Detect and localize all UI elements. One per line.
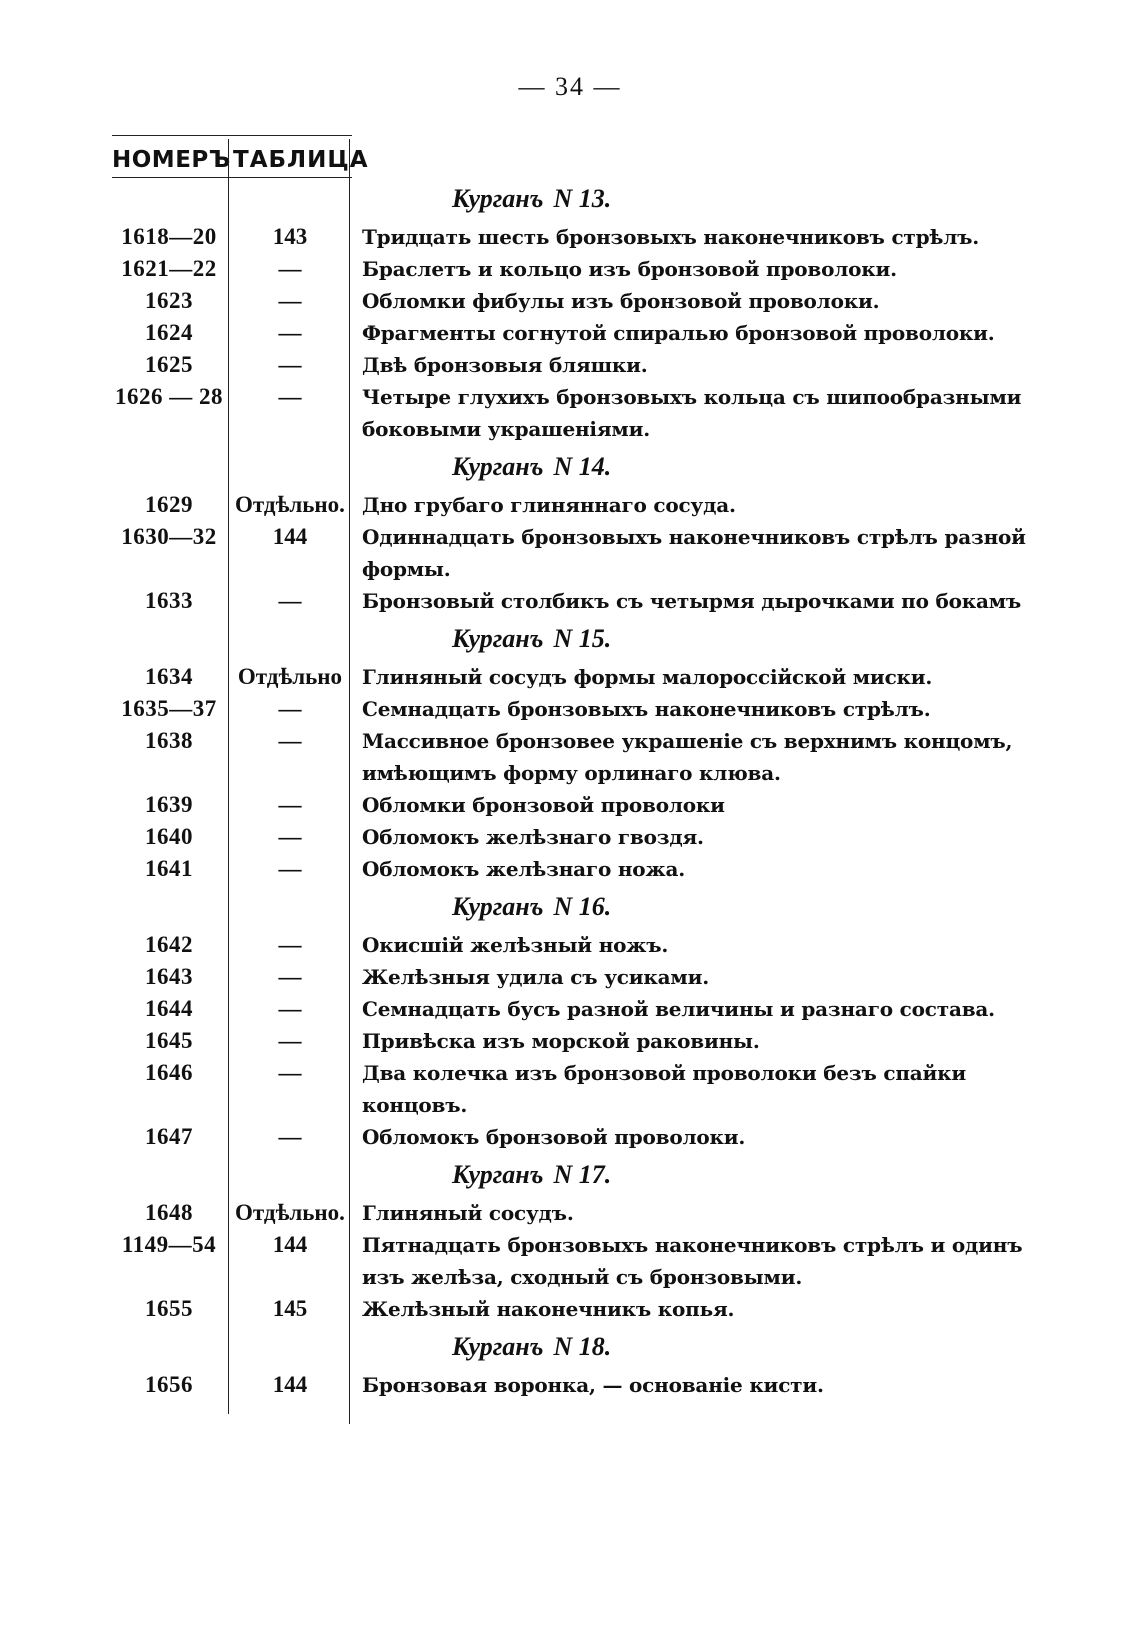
section-title: Курганъ	[452, 184, 544, 213]
item-number: 1644	[145, 996, 193, 1021]
item-description: Тридцать шесть бронзовыхъ наконечниковъ стрѣлъ.	[362, 225, 980, 249]
plate-reference: 144	[272, 524, 308, 549]
item-description: Желѣзныя удила съ усиками.	[362, 965, 709, 989]
plate-reference: —	[278, 1060, 302, 1085]
section-number: N 16.	[553, 892, 612, 921]
item-description: Обломокъ желѣзнаго ножа.	[362, 857, 685, 881]
table-row	[112, 489, 1042, 521]
plate-reference: —	[278, 996, 302, 1021]
item-description: Окисшій желѣзный ножъ.	[362, 933, 669, 957]
table-row	[112, 585, 1042, 617]
item-number: 1623	[145, 288, 193, 313]
plate-reference: 143	[272, 224, 308, 249]
table-row	[112, 1057, 1042, 1121]
section-title: Курганъ	[452, 624, 544, 653]
plate-reference: —	[278, 288, 302, 313]
section-title: Курганъ	[452, 892, 544, 921]
page-number: — 34 —	[518, 72, 622, 101]
item-number: 1638	[145, 728, 193, 753]
plate-reference: 144	[272, 1372, 308, 1397]
item-number: 1639	[145, 792, 193, 817]
item-description: Глиняный сосудъ формы малороссійской миски.	[362, 665, 933, 689]
item-number: 1149—54	[121, 1232, 217, 1257]
table-row	[112, 381, 1042, 445]
item-description: Желѣзный наконечникъ копья.	[362, 1297, 735, 1321]
table-row	[112, 1369, 1042, 1401]
table-body	[112, 177, 1042, 1401]
table-row	[112, 961, 1042, 993]
plate-reference: —	[278, 792, 302, 817]
plate-reference: —	[278, 856, 302, 881]
table-row	[112, 221, 1042, 253]
table-row	[112, 317, 1042, 349]
table-row	[112, 929, 1042, 961]
item-number: 1641	[145, 856, 193, 881]
item-number: 1629	[145, 492, 193, 517]
item-description: Массивное бронзовее украшеніе съ верхнимъ концомъ, имѣющимъ форму орлинаго клюва.	[362, 729, 1013, 785]
plate-reference: Отдѣльно.	[235, 1200, 345, 1225]
table-row	[112, 693, 1042, 725]
item-description: Обломки фибулы изъ бронзовой проволоки.	[362, 289, 880, 313]
item-description: Глиняный сосудъ.	[362, 1201, 574, 1225]
column-header-number: НОМЕРЪ	[112, 147, 231, 173]
item-description: Семнадцать бусъ разной величины и разнаго состава.	[362, 997, 995, 1021]
section-title: Курганъ	[452, 1160, 544, 1189]
item-description: Четыре глухихъ бронзовыхъ кольца съ шипообразными боковыми украшеніями.	[362, 385, 1022, 441]
table-row	[112, 1229, 1042, 1293]
section-title: Курганъ	[452, 1332, 544, 1361]
item-number: 1630—32	[121, 524, 217, 549]
item-description: Обломокъ желѣзнаго гвоздя.	[362, 825, 704, 849]
item-number: 1655	[145, 1296, 193, 1321]
item-number: 1625	[145, 352, 193, 377]
table-row	[112, 285, 1042, 317]
section-heading	[112, 617, 1042, 661]
item-description: Одиннадцать бронзовыхъ наконечниковъ стрѣлъ разной формы.	[362, 525, 1026, 581]
section-heading	[112, 1325, 1042, 1369]
item-number: 1656	[145, 1372, 193, 1397]
section-number: N 15.	[553, 624, 612, 653]
item-number: 1624	[145, 320, 193, 345]
item-description: Привѣска изъ морской раковины.	[362, 1029, 760, 1053]
section-number: N 13.	[553, 184, 612, 213]
section-title: Курганъ	[452, 452, 544, 481]
table-row	[112, 1025, 1042, 1057]
section-number: N 14.	[553, 452, 612, 481]
table-row	[112, 661, 1042, 693]
column-header-plate: ТАБЛИЦА	[233, 147, 369, 173]
plate-reference: Отдѣльно	[237, 664, 343, 689]
item-number: 1635—37	[121, 696, 217, 721]
item-number: 1640	[145, 824, 193, 849]
plate-reference: —	[278, 1028, 302, 1053]
plate-reference: 144	[272, 1232, 308, 1257]
plate-reference: —	[278, 588, 302, 613]
item-description: Бронзовая воронка, — основаніе кисти.	[362, 1373, 824, 1397]
plate-reference: —	[278, 384, 302, 409]
table-row	[112, 853, 1042, 885]
item-number: 1634	[145, 664, 193, 689]
plate-reference: —	[278, 320, 302, 345]
item-number: 1646	[145, 1060, 193, 1085]
item-number: 1633	[145, 588, 193, 613]
item-description: Обломки бронзовой проволоки	[362, 793, 725, 817]
plate-reference: —	[278, 964, 302, 989]
section-heading	[112, 1153, 1042, 1197]
item-description: Браслетъ и кольцо изъ бронзовой проволоки.	[362, 257, 897, 281]
table-row	[112, 725, 1042, 789]
item-number: 1621—22	[121, 256, 217, 281]
header-rule-top	[112, 135, 352, 136]
item-number: 1647	[145, 1124, 193, 1149]
section-heading	[112, 885, 1042, 929]
plate-reference: Отдѣльно.	[235, 492, 345, 517]
table-row	[112, 1293, 1042, 1325]
plate-reference: —	[278, 1124, 302, 1149]
item-description: Пятнадцать бронзовыхъ наконечниковъ стрѣлъ и одинъ изъ желѣза, сходный съ бронзовыми.	[362, 1233, 1023, 1289]
table-row	[112, 1197, 1042, 1229]
plate-reference: —	[278, 728, 302, 753]
plate-reference: —	[278, 352, 302, 377]
item-number: 1618—20	[121, 224, 217, 249]
item-description: Фрагменты согнутой спиралью бронзовой проволоки.	[362, 321, 995, 345]
table-row	[112, 993, 1042, 1025]
item-description: Два колечка изъ бронзовой проволоки безъ спайки концовъ.	[362, 1061, 967, 1117]
item-number: 1648	[145, 1200, 193, 1225]
section-number: N 18.	[553, 1332, 612, 1361]
table-row	[112, 253, 1042, 285]
item-description: Двѣ бронзовыя бляшки.	[362, 353, 648, 377]
table-row	[112, 349, 1042, 381]
item-number: 1643	[145, 964, 193, 989]
table-row	[112, 521, 1042, 585]
item-description: Обломокъ бронзовой проволоки.	[362, 1125, 746, 1149]
item-description: Дно грубаго глиняннаго сосуда.	[362, 493, 736, 517]
plate-reference: —	[278, 696, 302, 721]
item-number: 1645	[145, 1028, 193, 1053]
item-description: Семнадцать бронзовыхъ наконечниковъ стрѣлъ.	[362, 697, 931, 721]
table-row	[112, 789, 1042, 821]
section-heading	[112, 177, 1042, 221]
item-number: 1626 — 28	[115, 384, 223, 409]
item-number: 1642	[145, 932, 193, 957]
table-row	[112, 821, 1042, 853]
section-heading	[112, 445, 1042, 489]
item-description: Бронзовый столбикъ съ четырмя дырочками по бокамъ	[362, 589, 1022, 613]
plate-reference: —	[278, 932, 302, 957]
plate-reference: 145	[272, 1296, 308, 1321]
table-row	[112, 1121, 1042, 1153]
plate-reference: —	[278, 824, 302, 849]
section-number: N 17.	[553, 1160, 612, 1189]
plate-reference: —	[278, 256, 302, 281]
